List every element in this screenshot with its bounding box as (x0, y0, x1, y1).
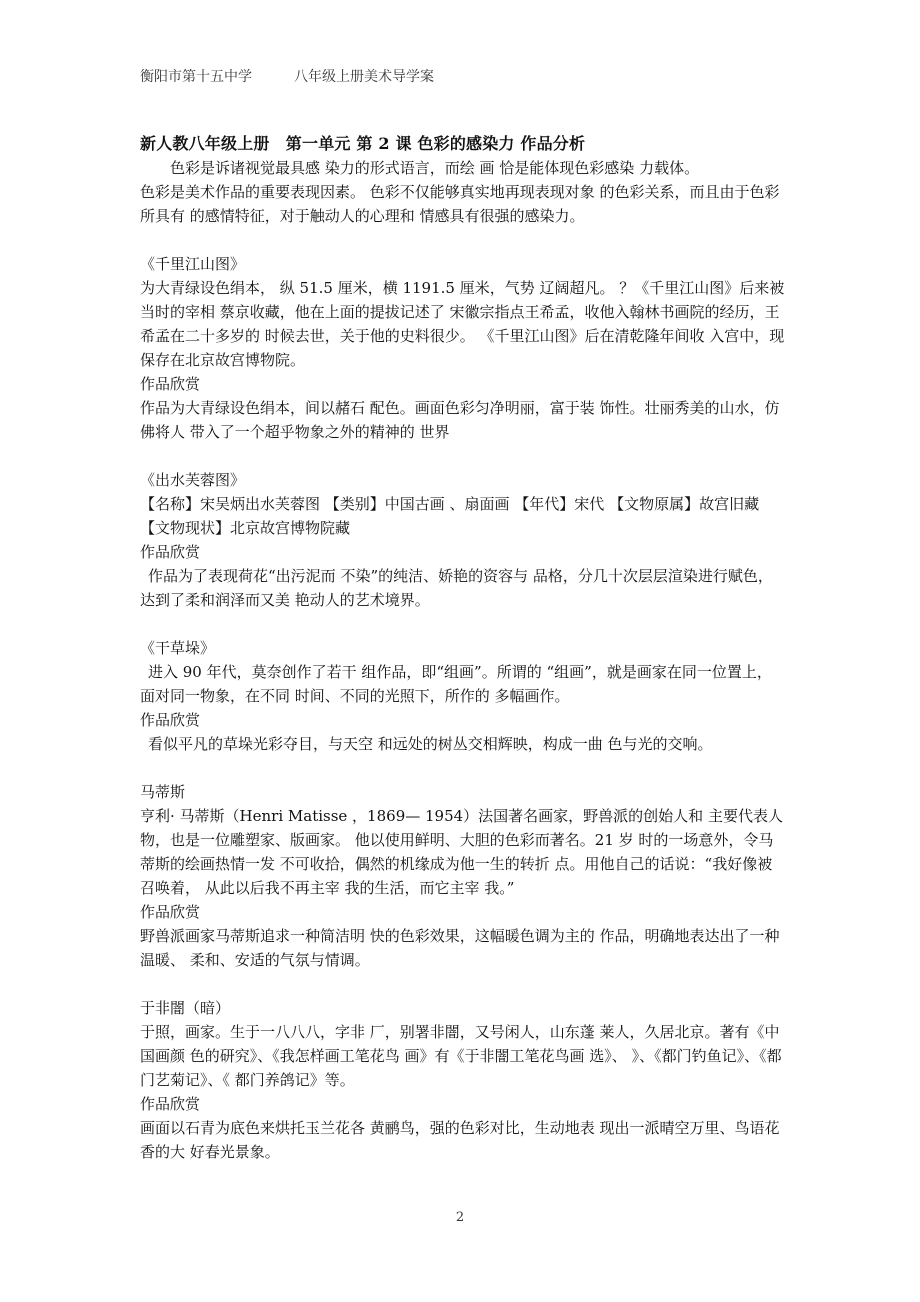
intro-paragraph-1: 色彩是诉诸视觉最具感 染力的形式语言，而绘 画 恰是能体现色彩感染 力载体。 (170, 159, 700, 177)
appreciation-text: 野兽派画家马蒂斯追求一种简洁明 快的色彩效果，这幅暖色调为主的 作品，明确地表达出了一种温暖、 柔和、安适的气氛与情调。 (140, 927, 780, 969)
appreciation-label: 作品欣赏 (140, 903, 201, 921)
appreciation-label: 作品欣赏 (140, 375, 201, 393)
intro-paragraph-2: 色彩是美术作品的重要表现因素。 色彩不仅能够真实地再现表现对象 的色彩关系，而且由于色彩所具有 的感情特征，对于触动人的心理和 情感具有很强的感染力。 (140, 183, 780, 225)
page-header (140, 66, 434, 86)
header-school: 衡阳市第十五中学 (140, 69, 252, 85)
appreciation-text: 作品为了表现荷花“出污泥而 不染”的纯洁、娇艳的资容与 品格，分几十次层层渲染进行赋色，达到了柔和润泽而又美 艳动人的艺术境界。 (140, 567, 773, 609)
page-number: 2 (455, 1210, 465, 1225)
section-title: 马蒂斯 (140, 783, 186, 801)
appreciation-text: 画面以石青为底色来烘托玉兰花各 黄鹂鸟，强的色彩对比，生动地表 现出一派晴空万里、鸟语花香的大 好春光景象。 (140, 1119, 780, 1161)
spacer (140, 228, 785, 252)
spacer (140, 972, 785, 996)
section-title: 于非闇（暗） (140, 999, 231, 1017)
section-title: 《出水芙蓉图》 (140, 471, 246, 489)
section-description: 于照，画家。生于一八八八，字非 厂，别署非闇，又号闲人，山东蓬 莱人，久居北京。著有《中国画颜 色的研究》、《我怎样画工笔花鸟 画》有《于非闇工笔花鸟画 选》、 》、《都门钓鱼记》、《都 门艺菊记》、《 都门养鸽记》等。 (140, 1023, 782, 1089)
appreciation-label: 作品欣赏 (140, 1095, 201, 1113)
appreciation-text: 看似平凡的草垛光彩夺目，与天空 和远处的树丛交相辉映，构成一曲 色与光的交响。 (148, 735, 713, 753)
appreciation-label: 作品欣赏 (140, 543, 201, 561)
spacer (140, 756, 785, 780)
section-title: 《千里江山图》 (140, 255, 246, 273)
document-title: 新人教八年级上册 第一单元 第 2 课 色彩的感染力 作品分析 (140, 134, 586, 153)
section-description: 为大青绿设色绢本， 纵 51.5 厘米，横 1191.5 厘米，气势 辽阔超凡。 ？《千里江山图》后来被当时的宰相 蔡京收藏，他在上面的提拔记述了 宋徽宗指点王希孟，收他入翰林书画院的经历，王希孟在二十多岁的 时候去世，关于他的史料很少。 《千里江山图》后在清乾隆年间收 入宫中，现保存在北京故宫博物院。 (140, 279, 785, 369)
spacer (140, 612, 785, 636)
appreciation-label: 作品欣赏 (140, 711, 201, 729)
header-doc-title: 八年级上册美术导学案 (294, 69, 434, 85)
spacer (140, 444, 785, 468)
section-description: 亨利· 马蒂斯（Henri Matisse ，1869— 1954）法国著名画家，野兽派的创始人和 主要代表人物，也是一位雕塑家、版画家。 他以使用鲜明、大胆的色彩而著名。21 岁 时的一场意外，令马蒂斯的绘画热情一发 不可收拾，偶然的机缘成为他一生的转折 点。用他自己的话说：“我好像被召唤着， 从此以后我不再主宰 我的生活，而它主宰 我。” (140, 807, 783, 897)
section-description: 进入 90 年代，莫奈创作了若干 组作品，即“组画”。所谓的 “组画”，就是画家在同一位置上，面对同一物象，在不同 时间、不同的光照下，所作的 多幅画作。 (140, 663, 772, 705)
appreciation-text: 作品为大青绿设色绢本，间以赭石 配色。画面色彩匀净明丽，富于装 饰性。壮丽秀美的山水，仿佛将人 带入了一个超乎物象之外的精神的 世界 (140, 399, 780, 441)
section-title: 《干草垛》 (140, 639, 216, 657)
main-content (140, 132, 785, 1164)
section-description: 【名称】宋吴炳出水芙蓉图 【类别】中国古画 、扇面画 【年代】宋代 【文物原属】故宫旧藏 【文物现状】北京故宫博物院藏 (140, 495, 760, 537)
